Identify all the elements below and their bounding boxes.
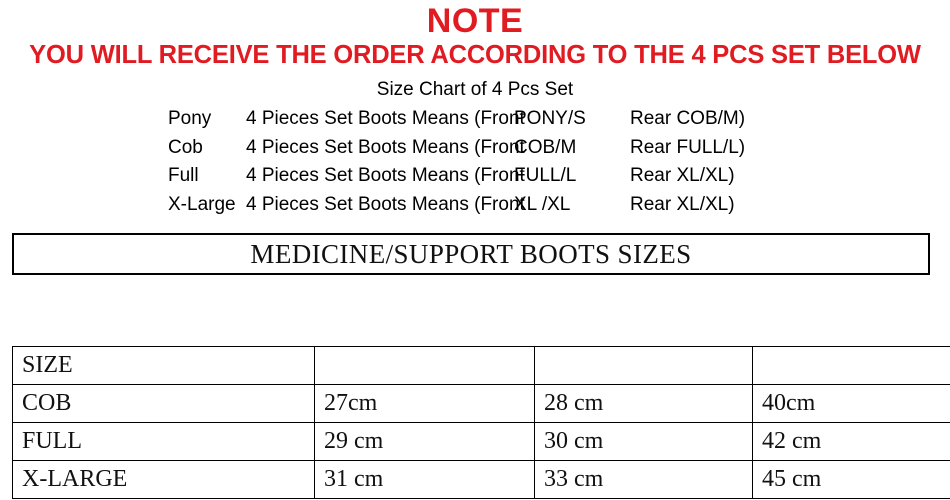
table-cell: 28 cm (535, 385, 753, 423)
table-cell: 33 cm (535, 461, 753, 499)
set-chart-row (168, 134, 828, 163)
table-cell: 40cm (753, 385, 950, 423)
set-chart-row (168, 162, 828, 191)
table-cell: 30 cm (535, 423, 753, 461)
set-row-means: 4 Pieces Set Boots Means (Front (246, 162, 514, 191)
table-cell: 45 cm (753, 461, 950, 499)
set-row-means: 4 Pieces Set Boots Means (Front (246, 134, 514, 163)
table-header-cell (535, 347, 753, 385)
set-row-front: XL /XL (514, 191, 630, 220)
set-row-size: Pony (168, 105, 246, 134)
table-header-cell (315, 347, 535, 385)
table-row (13, 347, 950, 385)
set-row-front: COB/M (514, 134, 630, 163)
size-table (12, 346, 950, 499)
size-chart-document (0, 2, 950, 500)
note-title: NOTE (0, 2, 950, 40)
table-header-cell (753, 347, 950, 385)
set-row-front: PONY/S (514, 105, 630, 134)
set-row-size: X-Large (168, 191, 246, 220)
set-chart-list (168, 105, 828, 219)
table-cell: 42 cm (753, 423, 950, 461)
set-row-rear: Rear COB/M) (630, 105, 780, 134)
table-cell: 27cm (315, 385, 535, 423)
table-row (13, 423, 950, 461)
set-row-size: Full (168, 162, 246, 191)
boxed-heading-label: MEDICINE/SUPPORT BOOTS SIZES (250, 239, 691, 270)
boxed-heading (12, 233, 930, 275)
table-cell: 29 cm (315, 423, 535, 461)
set-chart-title: Size Chart of 4 Pcs Set (0, 78, 950, 102)
table-header-cell: SIZE (13, 347, 315, 385)
set-row-rear: Rear XL/XL) (630, 191, 780, 220)
set-row-rear: Rear XL/XL) (630, 162, 780, 191)
set-row-rear: Rear FULL/L) (630, 134, 780, 163)
set-chart-row (168, 191, 828, 220)
set-row-size: Cob (168, 134, 246, 163)
table-row (13, 385, 950, 423)
set-row-front: FULL/L (514, 162, 630, 191)
set-chart-row (168, 105, 828, 134)
size-table-wrapper (12, 346, 930, 499)
table-cell: 31 cm (315, 461, 535, 499)
table-cell: X-LARGE (13, 461, 315, 499)
set-row-means: 4 Pieces Set Boots Means (Front (246, 191, 514, 220)
set-row-means: 4 Pieces Set Boots Means (Front (246, 105, 514, 134)
table-cell: FULL (13, 423, 315, 461)
table-cell: COB (13, 385, 315, 423)
table-row (13, 461, 950, 499)
note-subtitle: YOU WILL RECEIVE THE ORDER ACCORDING TO THE 4 PCS SET BELOW (0, 40, 950, 70)
